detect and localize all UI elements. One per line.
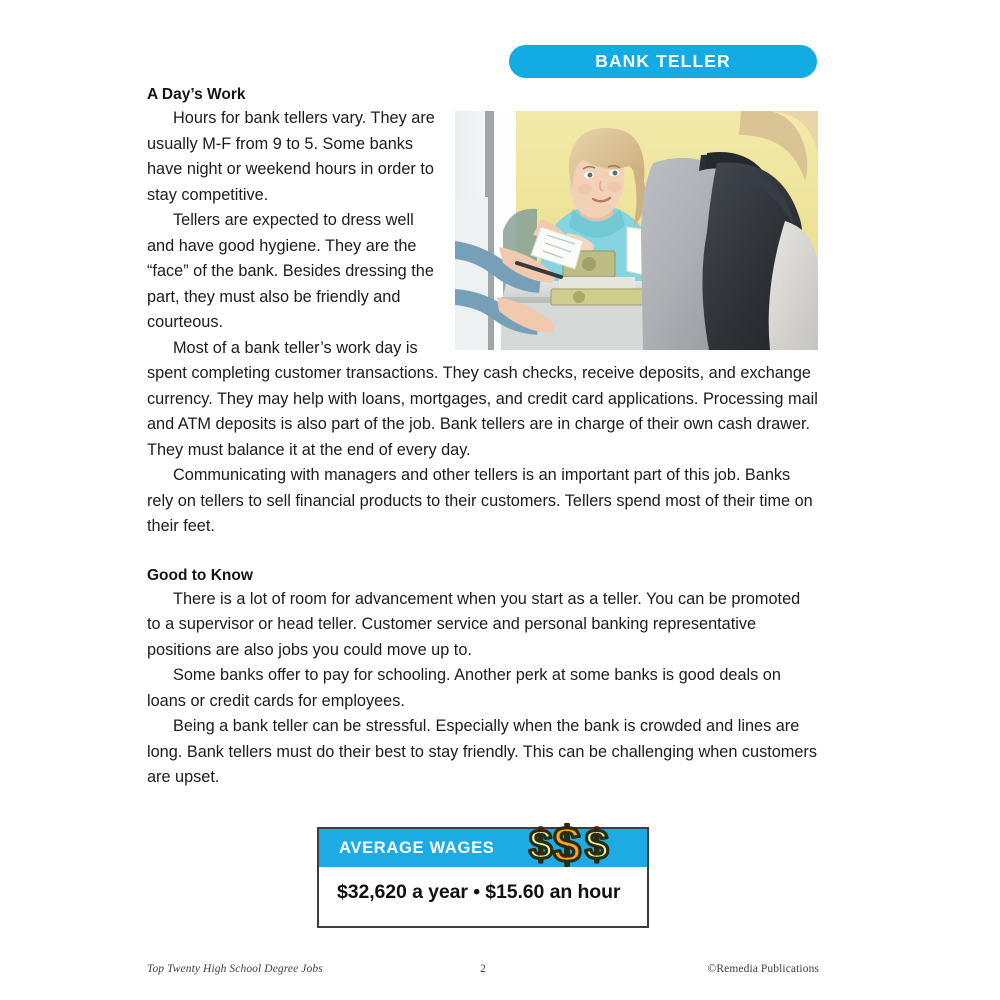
paragraph: Some banks offer to pay for schooling. Another perk at some banks is good deals on loans or credit cards for employees. xyxy=(147,666,781,710)
section-heading-a-days-work: A Day’s Work xyxy=(147,86,246,103)
paragraph: There is a lot of room for advancement when you start as a teller. You can be promoted to a supervisor or head teller. Customer service and personal banking representative positions are also jobs you could move up to. xyxy=(147,589,801,659)
paragraph: Tellers are expected to dress well and have good hygiene. They are the “face” of the bank. Besides dressing the part, they must also be friendly and courteous. xyxy=(147,211,434,331)
paragraph: Communicating with managers and other tellers is an important part of this job. Banks rely on tellers to sell financial products to their customers. Tellers spend most of their time on their feet. xyxy=(147,466,813,535)
paragraph: Hours for bank tellers vary. They are usually M-F from 9 to 5. Some banks have night or weekend hours in order to stay competitive. xyxy=(147,109,435,204)
dollar-signs-artwork xyxy=(525,817,625,869)
footer-copyright: ©Remedia Publications xyxy=(707,963,819,975)
footer-book-title: Top Twenty High School Degree Jobs xyxy=(147,963,323,975)
svg-text:$: $ xyxy=(529,821,553,868)
section-spacer xyxy=(147,540,818,565)
average-wages-box xyxy=(317,817,649,928)
paragraph: Being a bank teller can be stressful. Especially when the bank is crowded and lines are long. Bank tellers must do their best to stay friendly. This can be challenging when customers are upset. xyxy=(147,717,817,786)
page-title: BANK TELLER xyxy=(595,50,731,71)
page-number: 2 xyxy=(480,963,486,975)
paragraph: Most of a bank teller’s work day is spent completing customer transactions. They cash checks, receive deposits, and exchange currency. They may help with loans, mortgages, and credit card applications. Processing mail and ATM deposits is also part of the job. Bank tellers are in charge of their own cash drawer. They must balance it at the end of every day. xyxy=(147,338,818,459)
svg-text:$: $ xyxy=(585,821,609,868)
page-title-pill xyxy=(509,45,817,78)
svg-text:$: $ xyxy=(553,817,581,869)
photo-artwork xyxy=(455,111,818,350)
triple-dollar-sign-icon xyxy=(525,817,625,869)
average-wages-header xyxy=(319,817,647,869)
bank-teller-photo xyxy=(455,111,818,350)
average-wages-body xyxy=(319,867,647,926)
article-body xyxy=(147,84,818,791)
section-heading-good-to-know: Good to Know xyxy=(147,566,253,584)
page-footer xyxy=(147,963,819,975)
average-wages-value: $32,620 a year • $15.60 an hour xyxy=(337,881,621,903)
average-wages-label: AVERAGE WAGES xyxy=(339,839,495,857)
